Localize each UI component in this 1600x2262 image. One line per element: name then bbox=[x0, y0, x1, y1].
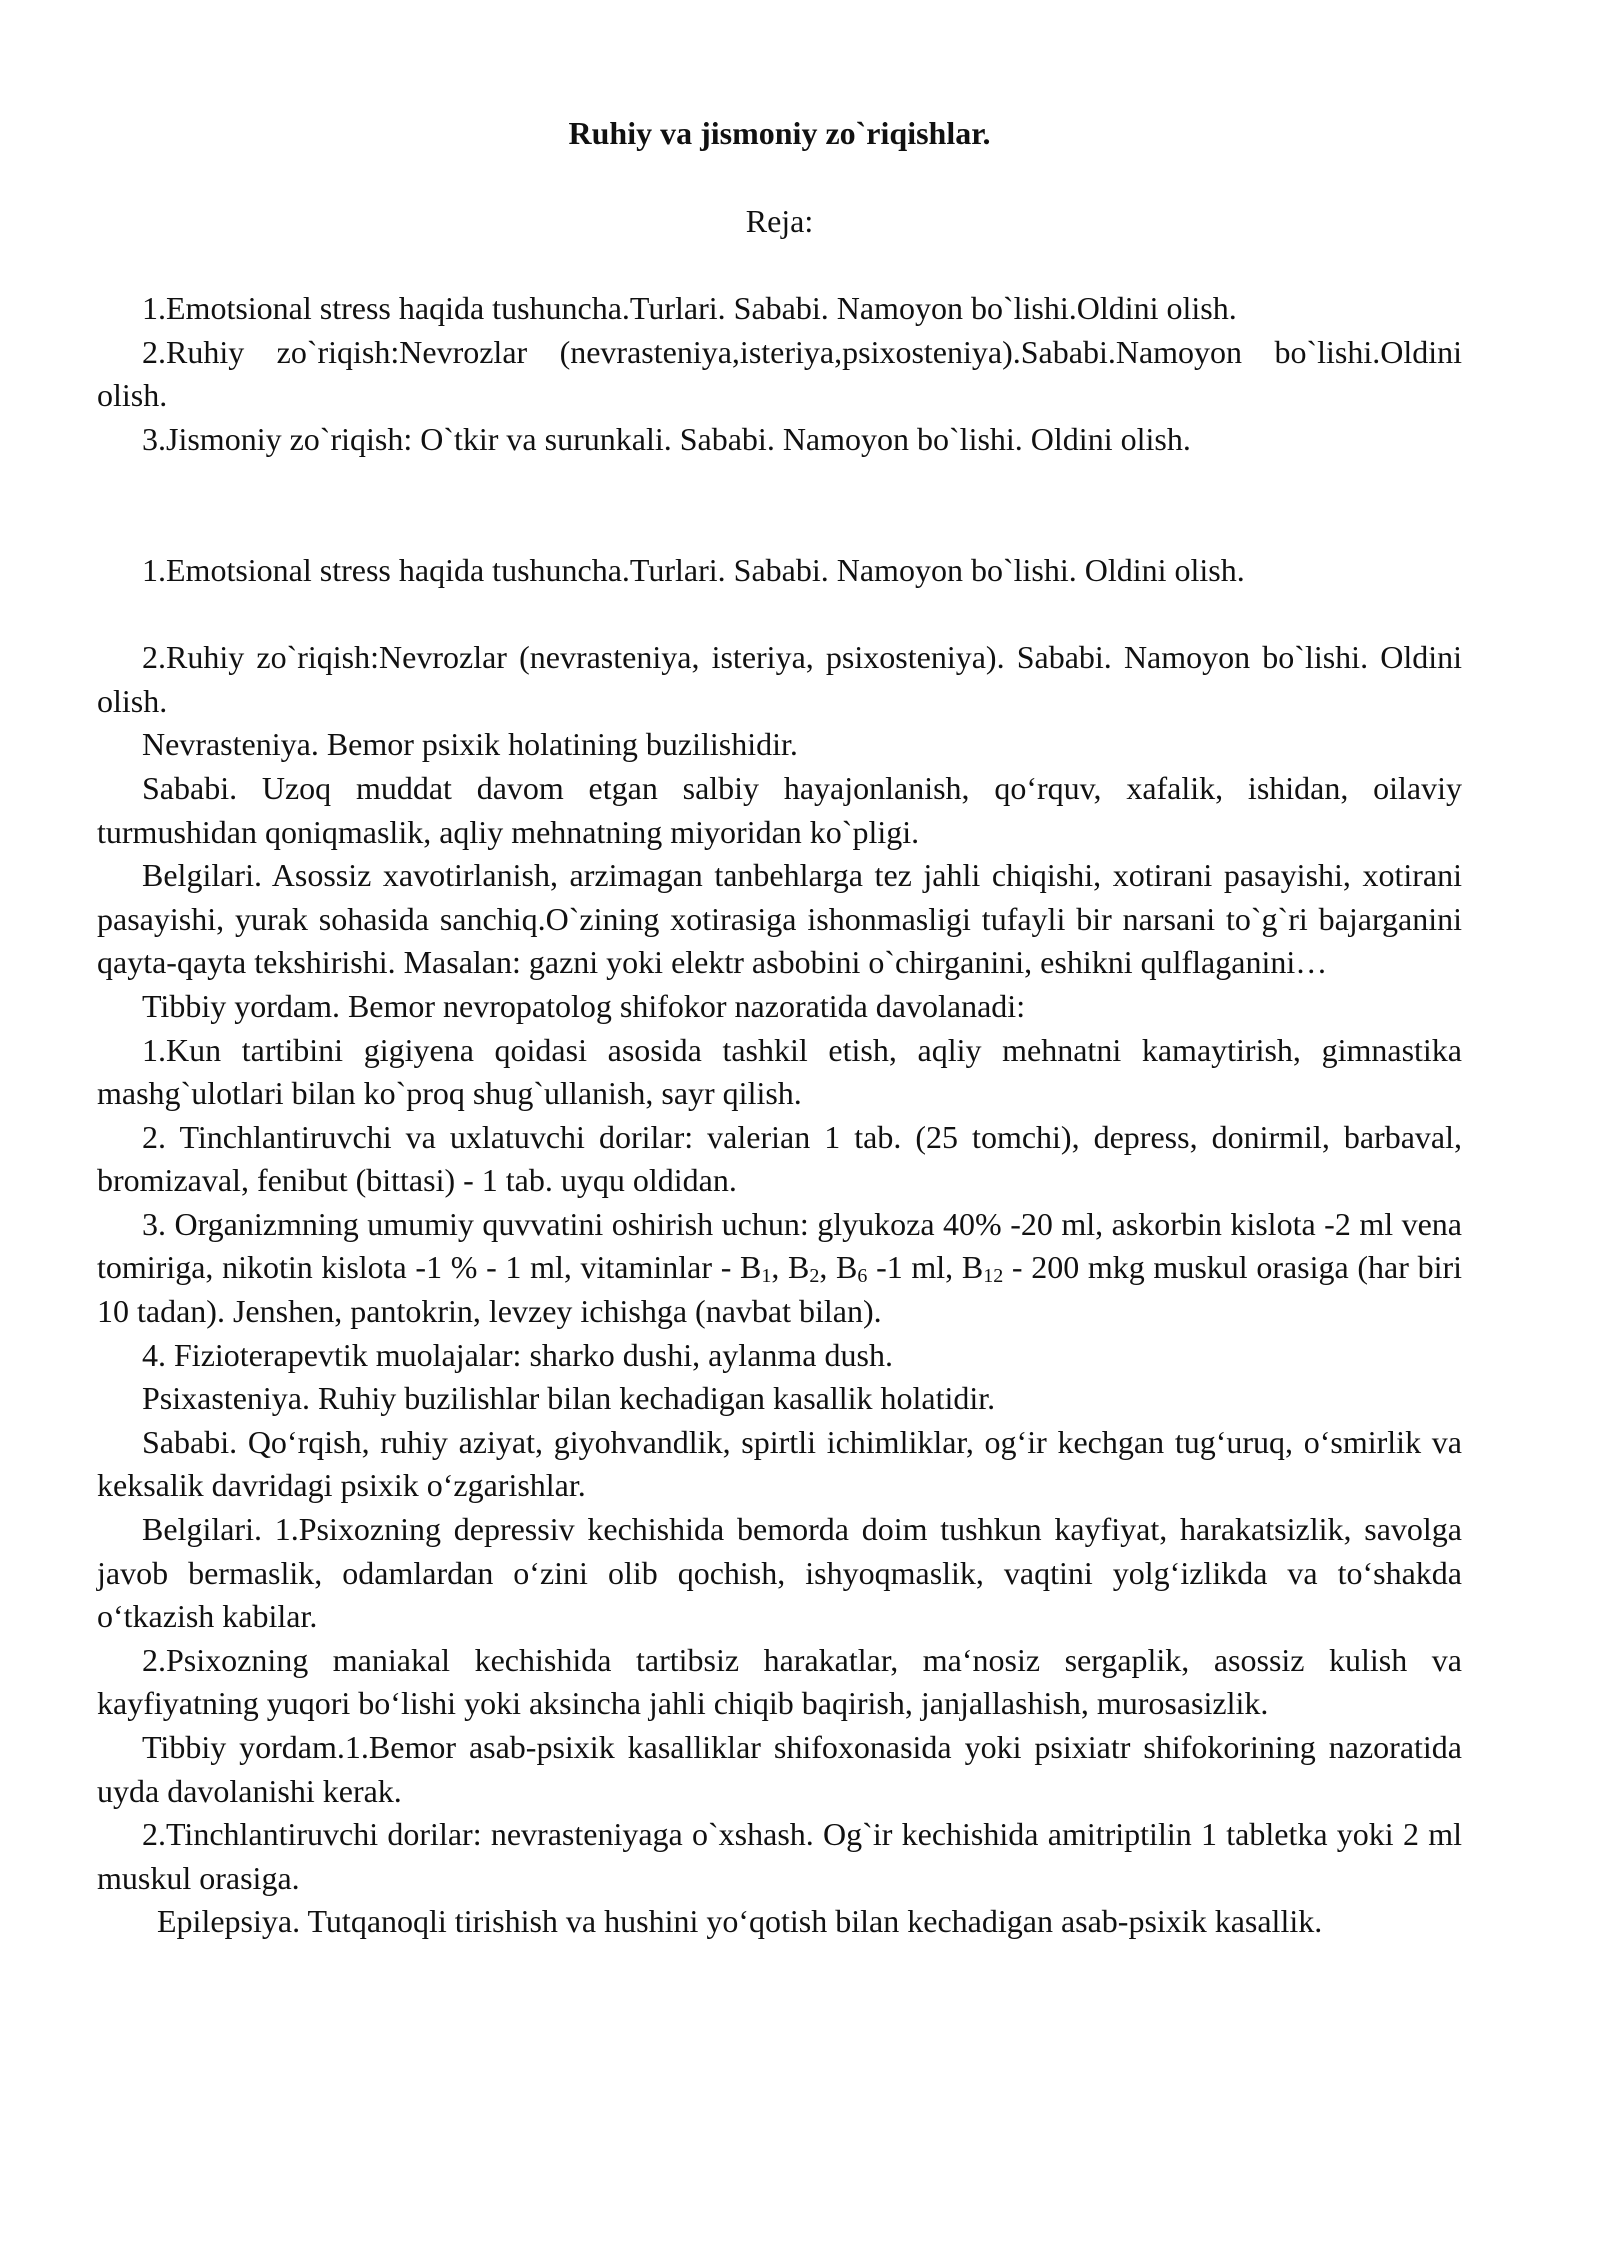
subscript: 6 bbox=[857, 1265, 868, 1288]
document-title: Ruhiy va jismoniy zo`riqishlar. bbox=[568, 115, 991, 151]
paragraph: 2.Tinchlantiruvchi dorilar: nevrasteniyaga o`xshash. Og`ir kechishida amitriptilin 1 tabletka yoki 2 ml muskul orasiga. bbox=[97, 1816, 1462, 1896]
plan-heading: Reja: bbox=[745, 202, 814, 239]
paragraph-text: -1 ml, B bbox=[867, 1249, 984, 1286]
paragraph: 2. Tinchlantiruvchi va uxlatuvchi dorilar: valerian 1 tab. (25 tomchi), depress, donirmil, barbaval, bromizaval, fenibut (bittasi) - 1 tab. uyqu oldidan. bbox=[97, 1118, 1462, 1199]
subscript: 1 bbox=[761, 1265, 772, 1288]
paragraph-text: 3. Organizmning umumiy quvvatini oshirish uchun: glyukoza 40% -20 ml, askorbin kislota -2 ml vena tomiriga, nikotin kislota -1 % - 1 ml, vitaminlar - B bbox=[97, 1205, 1462, 1286]
plan-item: 2.Ruhiy zo`riqish:Nevrozlar (nevrasteniya,isteriya,psixosteniya).Sababi.Namoyon bo`lishi.Oldini olish. bbox=[97, 333, 1462, 414]
plan-item: 1.Emotsional stress haqida tushuncha.Turlari. Sababi. Namoyon bo`lishi.Oldini olish. bbox=[142, 290, 1237, 327]
paragraph: Belgilari. Asossiz xavotirlanish, arzimagan tanbehlarga tez jahli chiqishi, xotirani pasayishi, xotirani pasayishi, yurak sohasida sanchiq.O`zining xotirasiga ishonmasligi tufayli bir narsani to`g`ri bajarganini qayta-qayta tekshirishi. Masalan: gazni yoki elektr asbobini o`chirganini, eshikni qulflaganini… bbox=[97, 857, 1462, 981]
paragraph-text: , B bbox=[819, 1249, 858, 1286]
section-heading-2: 2.Ruhiy zo`riqish:Nevrozlar (nevrasteniya, isteriya, psixosteniya). Sababi. Namoyon bo`lishi. Oldini olish. bbox=[97, 639, 1462, 719]
paragraph-vitamins bbox=[97, 1203, 1462, 1334]
paragraph-text: , B bbox=[771, 1249, 810, 1286]
subscript: 2 bbox=[809, 1265, 820, 1288]
section-heading-1: 1.Emotsional stress haqida tushuncha.Turlari. Sababi. Namoyon bo`lishi. Oldini olish. bbox=[142, 551, 1245, 588]
plan-item: 3.Jismoniy zo`riqish: O`tkir va surunkali. Sababi. Namoyon bo`lishi. Oldini olish. bbox=[142, 420, 1191, 457]
paragraph-text: - 200 mkg muskul orasiga (har biri 10 tadan). Jenshen, pantokrin, levzey ichishga (navbat bilan). bbox=[97, 1249, 1463, 1330]
paragraph: Psixasteniya. Ruhiy buzilishlar bilan kechadigan kasallik holatidir. bbox=[142, 1380, 996, 1417]
paragraph: 4. Fizioterapevtik muolajalar: sharko dushi, aylanma dush. bbox=[142, 1336, 893, 1373]
paragraph: Nevrasteniya. Bemor psixik holatining buzilishidir. bbox=[142, 726, 798, 763]
paragraph: 1.Kun tartibini gigiyena qoidasi asosida tashkil etish, aqliy mehnatni kamaytirish, gimnastika mashg`ulotlari bilan ko`proq shug`ullanish, sayr qilish. bbox=[97, 1031, 1462, 1112]
subscript: 12 bbox=[983, 1265, 1004, 1288]
plan-list bbox=[97, 287, 1462, 461]
paragraph: Epilepsiya. Tutqanoqli tirishish va hushini yo‘qotish bilan kechadigan asab-psixik kasallik. bbox=[157, 1903, 1323, 1940]
paragraph: Tibbiy yordam.1.Bemor asab-psixik kasalliklar shifoxonasida yoki psixiatr shifokorining nazoratida uyda davolanishi kerak. bbox=[97, 1729, 1462, 1809]
paragraph: Sababi. Qo‘rqish, ruhiy aziyat, giyohvandlik, spirtli ichimliklar, og‘ir kechgan tug‘uruq, o‘smirlik va keksalik davridagi psixik o‘zgarishlar. bbox=[97, 1423, 1462, 1504]
paragraph: Sababi. Uzoq muddat davom etgan salbiy hayajonlanish, qo‘rquv, xafalik, ishidan, oilaviy turmushidan qoniqmaslik, aqliy mehnatning miyoridan ko`pligi. bbox=[97, 769, 1462, 850]
paragraph: Belgilari. 1.Psixozning depressiv kechishida bemorda doim tushkun kayfiyat, harakatsizlik, savolga javob bermaslik, odamlardan o‘zini olib qochish, ishyoqmaslik, vaqtini yolg‘izlikda va to‘shakda o‘tkazish kabilar. bbox=[97, 1511, 1462, 1635]
paragraph: 2.Psixozning maniakal kechishida tartibsiz harakatlar, ma‘nosiz sergaplik, asossiz kulish va kayfiyatning yuqori bo‘lishi yoki aksincha jahli chiqib baqirish, janjallashish, murosasizlik. bbox=[97, 1641, 1462, 1722]
paragraph: Tibbiy yordam. Bemor nevropatolog shifokor nazoratida davolanadi: bbox=[142, 987, 1026, 1024]
